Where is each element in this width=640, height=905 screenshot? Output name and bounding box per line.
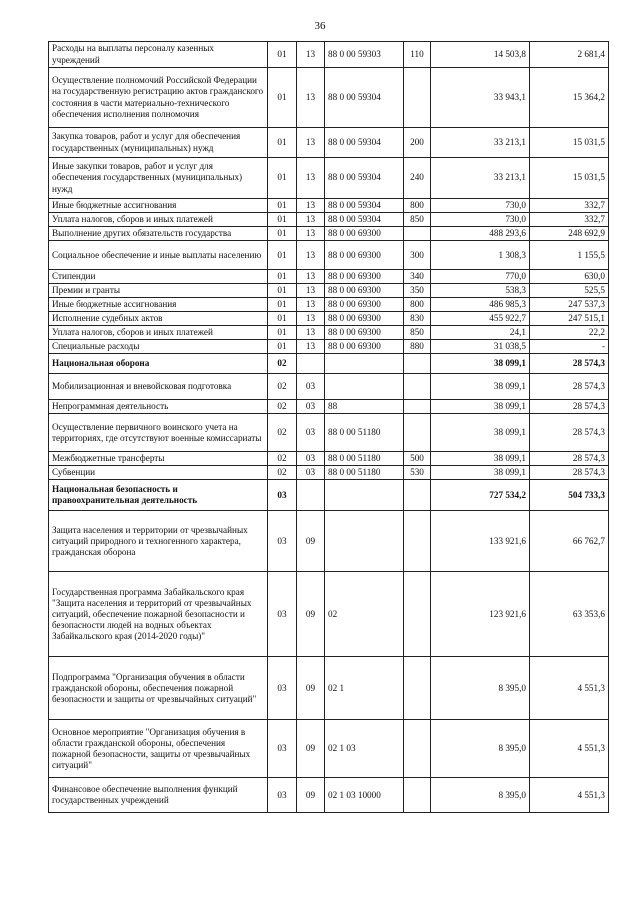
row-section: 02 <box>268 354 297 374</box>
row-amount-approved: 8 395,0 <box>431 720 530 778</box>
row-amount-approved: 33 943,1 <box>431 68 530 128</box>
table-row <box>49 511 609 572</box>
row-expense-type: 340 <box>404 270 431 284</box>
row-name: Иные закупки товаров, работ и услуг для обеспечения государственных (муниципальных) нужд <box>49 158 268 199</box>
row-amount-executed: 28 574,3 <box>530 400 609 414</box>
row-subsection: 13 <box>297 158 325 199</box>
row-section: 01 <box>268 128 297 158</box>
row-subsection: 09 <box>297 720 325 778</box>
row-section: 01 <box>268 158 297 199</box>
row-subsection: 13 <box>297 298 325 312</box>
row-expense-type <box>404 480 431 511</box>
table-row <box>49 312 609 326</box>
budget-table-body <box>49 42 609 813</box>
row-amount-executed: 630,0 <box>530 270 609 284</box>
row-subsection: 13 <box>297 42 325 68</box>
row-expense-type: 850 <box>404 213 431 227</box>
row-amount-executed: 247 515,1 <box>530 312 609 326</box>
row-amount-executed: 15 364,2 <box>530 68 609 128</box>
row-amount-executed: 63 353,6 <box>530 572 609 657</box>
row-expense-type <box>404 227 431 241</box>
row-section: 01 <box>268 68 297 128</box>
row-section: 03 <box>268 657 297 720</box>
row-expense-type: 110 <box>404 42 431 68</box>
row-subsection: 03 <box>297 452 325 466</box>
row-subsection: 13 <box>297 312 325 326</box>
table-row <box>49 720 609 778</box>
table-row <box>49 572 609 657</box>
row-amount-executed: 28 574,3 <box>530 414 609 452</box>
row-name: Осуществление полномочий Российской Федерации на государственную регистрацию актов гражданского состояния в части материально-технического обеспечения исполнения полномочия <box>49 68 268 128</box>
row-target-item: 02 1 03 <box>325 720 404 778</box>
row-name: Уплата налогов, сборов и иных платежей <box>49 213 268 227</box>
row-subsection: 13 <box>297 199 325 213</box>
row-amount-executed: 28 574,3 <box>530 374 609 400</box>
row-section: 01 <box>268 213 297 227</box>
row-amount-executed: 66 762,7 <box>530 511 609 572</box>
row-name: Финансовое обеспечение выполнения функций государственных учреждений <box>49 778 268 813</box>
row-section: 01 <box>268 241 297 270</box>
row-amount-approved: 38 099,1 <box>431 452 530 466</box>
row-amount-executed: 22,2 <box>530 326 609 340</box>
table-row <box>49 68 609 128</box>
row-target-item: 88 0 00 59304 <box>325 213 404 227</box>
row-name: Основное мероприятие "Организация обучения в области гражданской обороны, обеспечения пожарной безопасности, защиты от чрезвычайных ситуаций" <box>49 720 268 778</box>
row-name: Иные бюджетные ассигнования <box>49 199 268 213</box>
table-row <box>49 340 609 354</box>
row-amount-executed: - <box>530 340 609 354</box>
row-target-item: 88 0 00 51180 <box>325 452 404 466</box>
row-target-item <box>325 354 404 374</box>
row-target-item: 88 0 00 69300 <box>325 284 404 298</box>
row-target-item: 02 1 <box>325 657 404 720</box>
row-subsection: 13 <box>297 241 325 270</box>
table-row <box>49 778 609 813</box>
row-section: 01 <box>268 284 297 298</box>
row-section: 02 <box>268 374 297 400</box>
table-row <box>49 354 609 374</box>
row-target-item: 88 0 00 69300 <box>325 270 404 284</box>
table-row <box>49 213 609 227</box>
row-subsection: 03 <box>297 400 325 414</box>
table-row <box>49 466 609 480</box>
row-target-item: 88 0 00 59304 <box>325 128 404 158</box>
row-name: Исполнение судебных актов <box>49 312 268 326</box>
row-target-item: 88 0 00 69300 <box>325 312 404 326</box>
row-name: Защита населения и территории от чрезвычайных ситуаций природного и техногенного характера, гражданская оборона <box>49 511 268 572</box>
row-target-item: 88 0 00 59304 <box>325 199 404 213</box>
row-subsection <box>297 354 325 374</box>
table-row <box>49 199 609 213</box>
row-expense-type: 830 <box>404 312 431 326</box>
row-amount-executed: 4 551,3 <box>530 778 609 813</box>
table-row <box>49 241 609 270</box>
row-section: 03 <box>268 480 297 511</box>
budget-table <box>48 41 609 813</box>
row-expense-type <box>404 720 431 778</box>
row-amount-executed: 15 031,5 <box>530 128 609 158</box>
row-target-item: 88 0 00 69300 <box>325 340 404 354</box>
row-subsection: 03 <box>297 414 325 452</box>
row-amount-approved: 38 099,1 <box>431 400 530 414</box>
row-target-item: 02 <box>325 572 404 657</box>
row-amount-approved: 123 921,6 <box>431 572 530 657</box>
row-amount-approved: 8 395,0 <box>431 657 530 720</box>
row-section: 02 <box>268 414 297 452</box>
row-subsection: 13 <box>297 68 325 128</box>
row-amount-approved: 538,3 <box>431 284 530 298</box>
row-name: Расходы на выплаты персоналу казенных учреждений <box>49 42 268 68</box>
row-expense-type: 800 <box>404 199 431 213</box>
row-amount-approved: 33 213,1 <box>431 158 530 199</box>
row-name: Непрограммная деятельность <box>49 400 268 414</box>
row-amount-executed: 28 574,3 <box>530 466 609 480</box>
table-row <box>49 400 609 414</box>
row-target-item: 02 1 03 10000 <box>325 778 404 813</box>
row-amount-approved: 33 213,1 <box>431 128 530 158</box>
row-amount-executed: 28 574,3 <box>530 452 609 466</box>
row-amount-executed: 15 031,5 <box>530 158 609 199</box>
row-amount-approved: 727 534,2 <box>431 480 530 511</box>
row-expense-type: 350 <box>404 284 431 298</box>
row-target-item: 88 0 00 69300 <box>325 227 404 241</box>
row-target-item: 88 <box>325 400 404 414</box>
row-amount-approved: 455 922,7 <box>431 312 530 326</box>
row-amount-approved: 14 503,8 <box>431 42 530 68</box>
row-amount-approved: 486 985,3 <box>431 298 530 312</box>
table-row <box>49 480 609 511</box>
row-section: 03 <box>268 511 297 572</box>
row-name: Осуществление первичного воинского учета на территориях, где отсутствуют военные комиссариаты <box>49 414 268 452</box>
row-amount-executed: 504 733,3 <box>530 480 609 511</box>
row-target-item: 88 0 00 59304 <box>325 68 404 128</box>
row-name: Премии и гранты <box>49 284 268 298</box>
row-name: Иные бюджетные ассигнования <box>49 298 268 312</box>
row-expense-type <box>404 354 431 374</box>
row-target-item <box>325 511 404 572</box>
table-row <box>49 374 609 400</box>
row-amount-approved: 38 099,1 <box>431 414 530 452</box>
row-section: 02 <box>268 466 297 480</box>
row-expense-type: 200 <box>404 128 431 158</box>
row-expense-type: 850 <box>404 326 431 340</box>
table-row <box>49 657 609 720</box>
row-section: 03 <box>268 720 297 778</box>
row-subsection: 13 <box>297 326 325 340</box>
row-amount-executed: 28 574,3 <box>530 354 609 374</box>
row-target-item <box>325 480 404 511</box>
table-row <box>49 298 609 312</box>
row-name: Государственная программа Забайкальского края "Защита населения и территорий от чрезвычайных ситуаций, обеспечение пожарной безопасности и безопасности людей на водных объектах Забайкальского края (2014-2020 годы)" <box>49 572 268 657</box>
row-subsection: 03 <box>297 466 325 480</box>
row-section: 02 <box>268 400 297 414</box>
row-amount-executed: 332,7 <box>530 213 609 227</box>
row-subsection: 13 <box>297 227 325 241</box>
row-amount-approved: 38 099,1 <box>431 374 530 400</box>
row-name: Субвенции <box>49 466 268 480</box>
row-expense-type <box>404 374 431 400</box>
row-expense-type: 240 <box>404 158 431 199</box>
table-row <box>49 158 609 199</box>
row-expense-type <box>404 511 431 572</box>
row-amount-approved: 133 921,6 <box>431 511 530 572</box>
row-name: Подпрограмма "Организация обучения в области гражданской обороны, обеспечения пожарной безопасности и защиты от чрезвычайных ситуаций" <box>49 657 268 720</box>
table-row <box>49 227 609 241</box>
row-expense-type: 500 <box>404 452 431 466</box>
row-subsection: 03 <box>297 374 325 400</box>
row-amount-executed: 247 537,3 <box>530 298 609 312</box>
row-expense-type <box>404 657 431 720</box>
row-amount-executed: 332,7 <box>530 199 609 213</box>
row-name: Выполнение других обязательств государства <box>49 227 268 241</box>
page-number: 36 <box>314 20 326 32</box>
row-section: 01 <box>268 298 297 312</box>
row-section: 01 <box>268 227 297 241</box>
row-subsection: 13 <box>297 270 325 284</box>
row-subsection: 13 <box>297 284 325 298</box>
row-amount-approved: 38 099,1 <box>431 354 530 374</box>
row-amount-approved: 38 099,1 <box>431 466 530 480</box>
row-section: 03 <box>268 778 297 813</box>
row-section: 01 <box>268 340 297 354</box>
row-section: 02 <box>268 452 297 466</box>
row-amount-approved: 730,0 <box>431 199 530 213</box>
row-expense-type: 800 <box>404 298 431 312</box>
row-target-item: 88 0 00 51180 <box>325 466 404 480</box>
row-name: Межбюджетные трансферты <box>49 452 268 466</box>
row-amount-approved: 24,1 <box>431 326 530 340</box>
row-expense-type <box>404 68 431 128</box>
row-section: 01 <box>268 270 297 284</box>
row-amount-approved: 488 293,6 <box>431 227 530 241</box>
row-target-item: 88 0 00 59304 <box>325 158 404 199</box>
row-expense-type: 300 <box>404 241 431 270</box>
row-target-item: 88 0 00 69300 <box>325 326 404 340</box>
row-amount-approved: 31 038,5 <box>431 340 530 354</box>
row-subsection: 09 <box>297 572 325 657</box>
row-subsection: 13 <box>297 128 325 158</box>
row-amount-executed: 248 692,9 <box>530 227 609 241</box>
row-expense-type: 530 <box>404 466 431 480</box>
row-name: Уплата налогов, сборов и иных платежей <box>49 326 268 340</box>
row-amount-executed: 525,5 <box>530 284 609 298</box>
table-row <box>49 326 609 340</box>
row-name: Национальная оборона <box>49 354 268 374</box>
row-amount-approved: 770,0 <box>431 270 530 284</box>
row-expense-type <box>404 400 431 414</box>
row-amount-approved: 730,0 <box>431 213 530 227</box>
row-amount-executed: 4 551,3 <box>530 720 609 778</box>
row-section: 03 <box>268 572 297 657</box>
row-expense-type <box>404 778 431 813</box>
row-target-item: 88 0 00 69300 <box>325 241 404 270</box>
row-subsection: 09 <box>297 511 325 572</box>
row-name: Национальная безопасность и правоохранительная деятельность <box>49 480 268 511</box>
row-amount-approved: 8 395,0 <box>431 778 530 813</box>
table-row <box>49 452 609 466</box>
row-expense-type <box>404 572 431 657</box>
table-row <box>49 270 609 284</box>
row-amount-executed: 2 681,4 <box>530 42 609 68</box>
row-expense-type: 880 <box>404 340 431 354</box>
row-subsection <box>297 480 325 511</box>
table-row <box>49 128 609 158</box>
row-section: 01 <box>268 42 297 68</box>
row-section: 01 <box>268 199 297 213</box>
row-subsection: 09 <box>297 778 325 813</box>
row-name: Мобилизационная и вневойсковая подготовка <box>49 374 268 400</box>
row-target-item: 88 0 00 51180 <box>325 414 404 452</box>
table-row <box>49 42 609 68</box>
row-name: Стипендии <box>49 270 268 284</box>
row-subsection: 13 <box>297 340 325 354</box>
row-target-item <box>325 374 404 400</box>
row-subsection: 09 <box>297 657 325 720</box>
row-section: 01 <box>268 326 297 340</box>
row-subsection: 13 <box>297 213 325 227</box>
row-section: 01 <box>268 312 297 326</box>
row-target-item: 88 0 00 69300 <box>325 298 404 312</box>
table-row <box>49 284 609 298</box>
row-name: Социальное обеспечение и иные выплаты населению <box>49 241 268 270</box>
table-row <box>49 414 609 452</box>
row-amount-approved: 1 308,3 <box>431 241 530 270</box>
row-name: Закупка товаров, работ и услуг для обеспечения государственных (муниципальных) нужд <box>49 128 268 158</box>
row-amount-executed: 1 155,5 <box>530 241 609 270</box>
row-expense-type <box>404 414 431 452</box>
row-target-item: 88 0 00 59303 <box>325 42 404 68</box>
row-name: Специальные расходы <box>49 340 268 354</box>
row-amount-executed: 4 551,3 <box>530 657 609 720</box>
